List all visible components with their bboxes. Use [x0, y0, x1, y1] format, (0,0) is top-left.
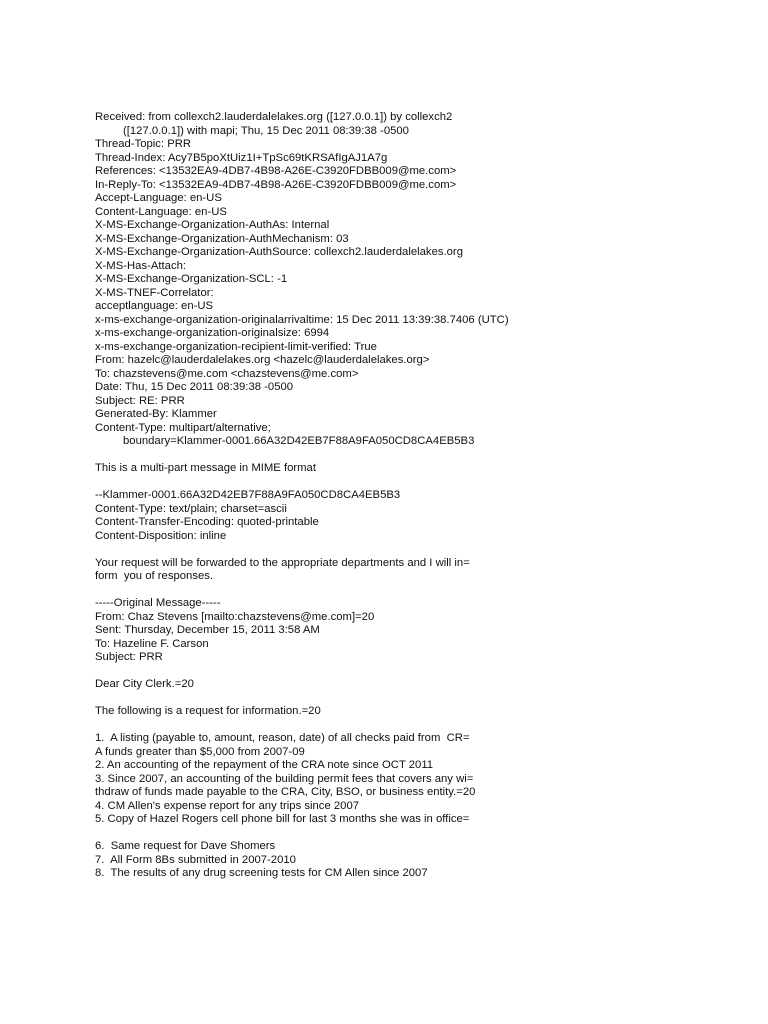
text-line: X-MS-Has-Attach:	[95, 259, 187, 272]
text-line: form you of responses.	[95, 570, 214, 582]
text-line: 2. An accounting of the repayment of the CRA note since OCT 2011	[95, 759, 434, 771]
blank-line	[95, 665, 735, 679]
text-line: Content-Transfer-Encoding: quoted-printable	[95, 516, 319, 528]
email-text-body	[95, 111, 735, 881]
text-line: 8. The results of any drug screening tests for CM Allen since 2007	[95, 867, 428, 879]
text-line: To: chazstevens@me.com <chazstevens@me.com>	[95, 367, 359, 380]
text-line: In-Reply-To: <13532EA9-4DB7-4B98-A26E-C3920FDBB009@me.com>	[95, 178, 457, 191]
text-line: A funds greater than $5,000 from 2007-09	[95, 745, 305, 758]
text-line: Date: Thu, 15 Dec 2011 08:39:38 -0500	[95, 381, 294, 393]
text-line: Sent: Thursday, December 15, 2011 3:58 AM	[95, 624, 320, 636]
text-line: thdraw of funds made payable to the CRA, City, BSO, or business entity.=20	[95, 786, 476, 798]
text-line: To: Hazeline F. Carson	[95, 637, 209, 650]
text-line: Subject: RE: PRR	[95, 394, 185, 407]
text-line: x-ms-exchange-organization-originalarrivaltime: 15 Dec 2011 13:39:38.7406 (UTC)	[95, 313, 509, 326]
text-line: boundary=Klammer-0001.66A32D42EB7F88A9FA050CD8CA4EB5B3	[123, 435, 475, 447]
text-line: Accept-Language: en-US	[95, 192, 222, 204]
text-line: Dear City Clerk.=20	[95, 678, 194, 690]
text-line: X-MS-Exchange-Organization-AuthSource: collexch2.lauderdalelakes.org	[95, 246, 463, 258]
text-line: 4. CM Allen's expense report for any trips since 2007	[95, 799, 360, 812]
blank-line	[95, 584, 735, 598]
blank-line	[95, 719, 735, 733]
text-line: Content-Disposition: inline	[95, 529, 227, 542]
text-line: The following is a request for information.=20	[95, 705, 321, 717]
text-line: acceptlanguage: en-US	[95, 300, 214, 312]
text-line: Content-Type: multipart/alternative;	[95, 421, 271, 434]
blank-line	[95, 827, 735, 841]
text-line: Thread-Topic: PRR	[95, 138, 192, 150]
text-line: Generated-By: Klammer	[95, 408, 217, 420]
text-line: From: Chaz Stevens [mailto:chazstevens@me.com]=20	[95, 610, 375, 623]
text-line: 6. Same request for Dave Shomers	[95, 840, 276, 852]
text-line: Received: from collexch2.lauderdalelakes.org ([127.0.0.1]) by collexch2	[95, 111, 453, 123]
text-line: This is a multi-part message in MIME format	[95, 462, 316, 474]
text-line: Thread-Index: Acy7B5poXtUiz1I+TpSc69tKRSAfIgAJ1A7g	[95, 151, 388, 164]
text-line: ([127.0.0.1]) with mapi; Thu, 15 Dec 2011 08:39:38 -0500	[123, 124, 409, 137]
blank-line	[95, 692, 735, 706]
text-line: x-ms-exchange-organization-recipient-limit-verified: True	[95, 340, 377, 353]
text-line: 5. Copy of Hazel Rogers cell phone bill for last 3 months she was in office=	[95, 813, 470, 825]
text-line: -----Original Message-----	[95, 597, 221, 609]
text-line: References: <13532EA9-4DB7-4B98-A26E-C3920FDBB009@me.com>	[95, 165, 457, 177]
text-line: Content-Language: en-US	[95, 205, 227, 218]
blank-line	[95, 543, 735, 557]
text-line: X-MS-Exchange-Organization-AuthMechanism: 03	[95, 232, 349, 245]
text-line: Your request will be forwarded to the appropriate departments and I will in=	[95, 556, 470, 569]
text-line: X-MS-Exchange-Organization-SCL: -1	[95, 273, 288, 285]
text-line: Subject: PRR	[95, 651, 163, 663]
text-line: From: hazelc@lauderdalelakes.org <hazelc@lauderdalelakes.org>	[95, 354, 430, 366]
text-line: 3. Since 2007, an accounting of the building permit fees that covers any wi=	[95, 772, 474, 785]
text-line: X-MS-Exchange-Organization-AuthAs: Internal	[95, 219, 330, 231]
text-line: x-ms-exchange-organization-originalsize: 6994	[95, 327, 330, 339]
blank-line	[95, 476, 735, 490]
blank-line	[95, 449, 735, 463]
text-line: --Klammer-0001.66A32D42EB7F88A9FA050CD8CA4EB5B3	[95, 489, 401, 501]
text-line: X-MS-TNEF-Correlator:	[95, 286, 214, 299]
text-line: 7. All Form 8Bs submitted in 2007-2010	[95, 853, 296, 866]
text-line: Content-Type: text/plain; charset=ascii	[95, 502, 287, 515]
text-line: 1. A listing (payable to, amount, reason, date) of all checks paid from CR=	[95, 732, 470, 744]
